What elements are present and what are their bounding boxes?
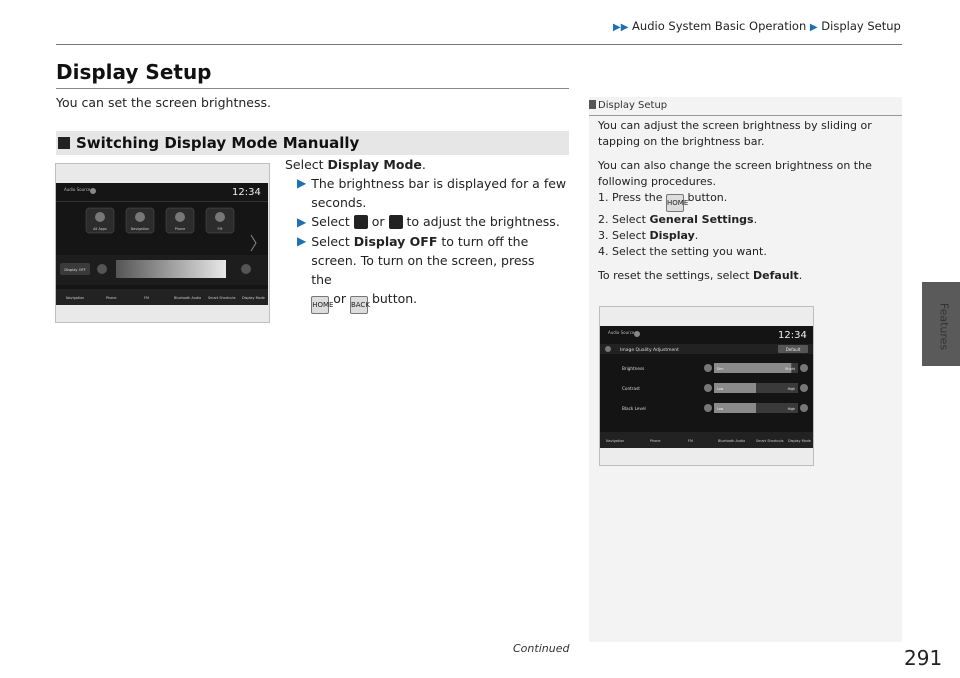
adjust-low-label: Low xyxy=(717,387,724,391)
step-text: Select xyxy=(311,214,354,229)
notes-step-text: 1. Press the xyxy=(598,191,666,204)
adjust-row-label: Contrast xyxy=(622,386,640,391)
bottom-bar-item[interactable]: Bluetooth Audio xyxy=(174,296,202,300)
adjust-low-label: Dim xyxy=(717,367,724,371)
step-select-mode: Select Display Mode. xyxy=(285,157,426,172)
minus-icon[interactable] xyxy=(97,264,107,274)
plus-icon[interactable] xyxy=(800,384,808,392)
app-label: Navigation xyxy=(130,227,150,231)
adjust-low-label: Low xyxy=(717,407,724,411)
app-label: All Apps xyxy=(93,227,107,231)
notes-step-text: 2. Select xyxy=(598,213,650,226)
adjust-row-label: Black Level xyxy=(622,406,646,411)
section-square-icon xyxy=(58,137,70,149)
minus-icon xyxy=(354,215,368,229)
bottom-bar-item[interactable]: Display Mode xyxy=(242,296,265,300)
double-arrow-icon: ▶▶ xyxy=(613,22,629,33)
notes-paragraph: You can adjust the screen brightness by sliding or tapping on the brightness bar. xyxy=(598,119,872,148)
plus-icon[interactable] xyxy=(241,264,251,274)
plus-icon[interactable] xyxy=(800,364,808,372)
bluetooth-icon xyxy=(634,331,640,337)
default-term: Default xyxy=(753,269,799,282)
arrow-icon: ▶ xyxy=(809,22,818,33)
notes-reset xyxy=(598,268,893,284)
plus-icon[interactable] xyxy=(800,404,808,412)
clock-text: 12:34 xyxy=(778,330,807,341)
bottom-bar-item[interactable]: FM xyxy=(144,296,149,300)
breadcrumb xyxy=(613,19,901,33)
notes-paragraph: You can also change the screen brightness on the following procedures. xyxy=(598,159,872,188)
notes-step-text: . xyxy=(798,269,803,282)
adjust-high-label: Bright xyxy=(785,367,795,371)
brightness-bar[interactable] xyxy=(116,260,226,278)
bottom-bar-item[interactable]: Phone xyxy=(650,439,661,443)
bottom-bar-item[interactable]: Display Mode xyxy=(788,439,811,443)
home-screen-svg xyxy=(56,183,268,305)
step-text: Select xyxy=(311,234,354,249)
step-bar-shown xyxy=(285,174,581,212)
image-quality-screen-image xyxy=(600,326,813,448)
general-settings-term: General Settings xyxy=(649,213,754,226)
notes-step: 4. Select the setting you want. xyxy=(598,245,767,258)
adjust-high-label: High xyxy=(787,387,795,391)
home-icon: HOME xyxy=(666,194,684,212)
adjust-slider-fill xyxy=(714,363,791,373)
section-title: Switching Display Mode Manually xyxy=(76,134,360,152)
notes-step-text: . xyxy=(753,213,758,226)
bottom-bar-item[interactable]: Smart Shortcuts xyxy=(756,439,784,443)
arrow-icon: ▶ xyxy=(297,215,307,229)
arrow-icon: ▶ xyxy=(297,176,307,190)
notes-step xyxy=(598,212,893,228)
back-icon: BACK xyxy=(350,296,368,314)
notes-divider xyxy=(589,115,902,116)
step-adjust xyxy=(285,212,581,232)
step-text: to turn off the screen. To turn on the screen, press the xyxy=(311,234,535,287)
page-number: 291 xyxy=(904,646,943,670)
adjust-row-label: Brightness xyxy=(622,366,645,371)
notes-title: Display Setup xyxy=(598,100,668,111)
back-icon[interactable] xyxy=(605,346,611,352)
clock-text: 12:34 xyxy=(232,187,261,198)
intro-text: You can set the screen brightness. xyxy=(56,95,271,110)
audio-source-text: Audio Source xyxy=(608,330,635,335)
notes-step-text: . xyxy=(694,229,699,242)
app-label: FM xyxy=(217,227,223,231)
audio-source-text: Audio Source xyxy=(64,187,91,192)
display-off-label: Display OFF xyxy=(64,268,86,272)
notes-steps xyxy=(598,190,893,260)
bluetooth-icon xyxy=(90,188,96,194)
arrow-icon: ▶ xyxy=(297,234,307,248)
screen-heading: Image Quality Adjustment xyxy=(620,348,679,353)
notes-step-text: 3. Select xyxy=(598,229,650,242)
minus-icon[interactable] xyxy=(704,404,712,412)
app-label: Phone xyxy=(174,227,186,231)
notes-step xyxy=(598,190,893,212)
bottom-bar-item[interactable]: Navigation xyxy=(66,296,85,300)
notes-header xyxy=(589,97,902,115)
side-tab-label: Features xyxy=(937,302,951,351)
title-divider xyxy=(56,88,569,89)
minus-icon[interactable] xyxy=(704,384,712,392)
display-mode-term: Display Mode xyxy=(327,157,422,172)
step-display-off xyxy=(285,232,581,314)
home-icon: HOME xyxy=(311,296,329,314)
step-text: to adjust the brightness. xyxy=(402,214,560,229)
bottom-bar-item[interactable]: Phone xyxy=(106,296,117,300)
notes-text xyxy=(598,118,893,292)
bottom-bar-item[interactable]: Navigation xyxy=(606,439,625,443)
instruction-steps xyxy=(285,155,581,314)
display-term: Display xyxy=(649,229,695,242)
step-text-wrap xyxy=(311,232,541,314)
plus-icon xyxy=(389,215,403,229)
adjust-high-label: High xyxy=(787,407,795,411)
section-header xyxy=(56,131,569,155)
default-label: Default xyxy=(785,347,801,352)
notes-step-text: To reset the settings, select xyxy=(598,269,754,282)
image-quality-svg xyxy=(600,326,813,448)
breadcrumb-page[interactable]: Display Setup xyxy=(821,19,901,33)
note-badge-icon xyxy=(589,100,596,109)
notes-step-text: button. xyxy=(684,191,728,204)
step-text: Select xyxy=(285,157,328,172)
step-text: button. xyxy=(367,291,418,306)
bottom-bar-item[interactable]: Smart Shortcuts xyxy=(208,296,236,300)
bottom-bar-item[interactable]: FM xyxy=(688,439,693,443)
minus-icon[interactable] xyxy=(704,364,712,372)
step-text: The brightness bar is displayed for a few seconds. xyxy=(311,176,567,210)
breadcrumb-section[interactable]: Audio System Basic Operation xyxy=(632,19,807,33)
continued-label: Continued xyxy=(513,642,570,655)
page-title: Display Setup xyxy=(56,60,212,84)
home-screen-image xyxy=(56,183,268,305)
step-text: or xyxy=(329,291,350,306)
step-text: or xyxy=(367,214,389,229)
display-off-term: Display OFF xyxy=(353,234,438,249)
bottom-bar-item[interactable]: Bluetooth Audio xyxy=(718,439,746,443)
header-divider xyxy=(56,44,902,45)
notes-step xyxy=(598,228,893,244)
